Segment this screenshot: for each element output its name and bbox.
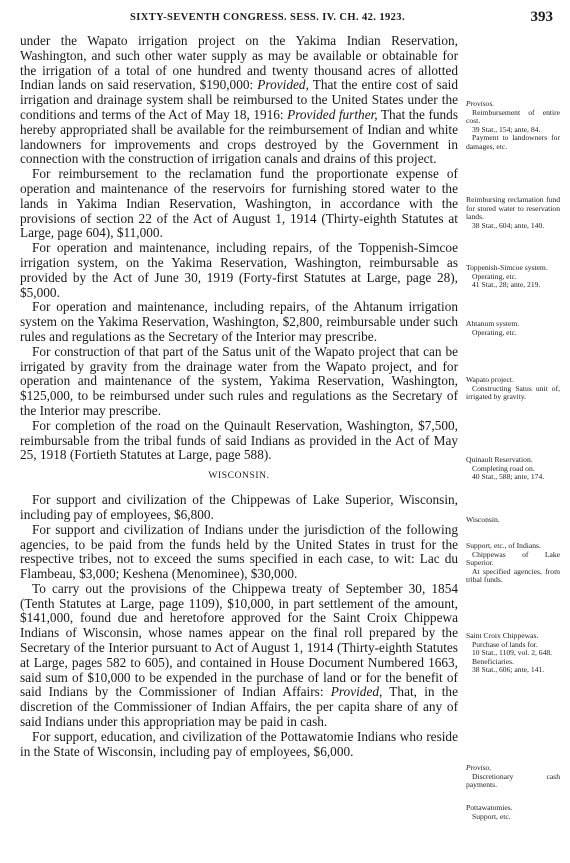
- paragraph-text: That, in the discretion of the Commissioner of Indian Affairs, the per capita share of any of said Indians under this appropriation may be paid in cash.: [20, 684, 458, 730]
- margin-note-line: Proviso.: [466, 763, 492, 772]
- paragraph: [20, 300, 458, 344]
- paragraph-text: That the funds hereby appropriated shall be available for the reimbursement of Indian and white landowners for improvements and crops destroyed by the Government in connection with the construction of irrigation canals and drains of this project.: [20, 106, 458, 167]
- paragraph-text: For operation and maintenance, including repairs, of the Ahtanum irrigation system on the Yakima Reservation, Washington, $2,800, reimbursable under such rules and regulations as the Secretary of the Interior may prescribe.: [20, 299, 458, 344]
- margin-note-line: Operating, etc.: [472, 327, 517, 337]
- paragraph-text: For support and civilization of the Chippewas of Lake Superior, Wisconsin, including pay of employees, $6,800.: [20, 492, 458, 522]
- margin-note-line: 38 Stat., 606; ante, 141.: [472, 665, 545, 675]
- margin-note-line: 39 Stat., 154; ante, 84.: [472, 124, 541, 134]
- paragraph: [20, 345, 458, 419]
- margin-note: [466, 456, 560, 482]
- margin-note-line: Support, etc., of Indians.: [466, 541, 541, 550]
- paragraph-text: For construction of that part of the Satus unit of the Wapato project that can be irrigated by gravity from the drainage water from the Wapato project, and for operation and maintenance of the system, Yakima Reservation, Washington, $125,000, to be reimbursed under such rules and regulations as the Secretary of the Interior may prescribe.: [20, 343, 458, 418]
- body-text: [20, 34, 458, 759]
- margin-note-line: Ahtanum system.: [466, 319, 520, 328]
- margin-note-line: Operating, etc.: [472, 271, 517, 281]
- body-section-washington: [20, 34, 458, 463]
- margin-note-line: Beneficiaries.: [472, 656, 514, 666]
- paragraph-text: For completion of the road on the Quinault Reservation, Washington, $7,500, reimbursable from the tribal funds of said Indians as provided in the Act of May 25, 1918 (Fortieth Statutes at Large, page 588).: [20, 417, 458, 463]
- margin-note-line: Constructing Satus unit of, irrigated by gravity.: [466, 383, 560, 402]
- margin-note-line: 38 Stat., 604; ante, 140.: [472, 220, 545, 230]
- margin-note-line: Quinault Reservation.: [466, 455, 533, 464]
- margin-note-line: Purchase of lands for.: [472, 639, 538, 649]
- proviso-term: Provided,: [257, 77, 309, 93]
- margin-note-line: Provisos.: [466, 99, 495, 108]
- paragraph: [20, 582, 458, 730]
- margin-note-line: Discretionary cash payments.: [466, 771, 560, 790]
- margin-note-line: Completing road on.: [472, 463, 535, 473]
- paragraph-text: For operation and maintenance, including repairs, of the Toppenish-Simcoe irrigation system, on the Yakima Reservation, Washington, reimbursable as provided by the Act of June 30, 1919 (Forty-first Statutes at Large, page 28), $5,000.: [20, 240, 458, 300]
- margin-note: [466, 804, 560, 821]
- margin-note-line: Reimbursement of entire cost.: [466, 107, 560, 126]
- margin-note-line: 10 Stat., 1109, vol. 2, 648.: [472, 648, 553, 658]
- margin-note-line: Pottawatomies.: [466, 803, 513, 812]
- paragraph: [20, 730, 458, 760]
- margin-note: [466, 764, 560, 790]
- running-head: SIXTY-SEVENTH CONGRESS. SESS. IV. CH. 42. 1923.: [130, 12, 405, 23]
- paragraph-text: under the Wapato irrigation project on the Yakima Indian Reservation, Washington, and such other water supply as may be available or obtainable for the irrigation of a total of one hundred and twenty thousand acres of allotted Indian lands on said reservation, $190,000:: [20, 33, 458, 93]
- margin-note: [466, 100, 560, 152]
- paragraph-text: For reimbursement to the reclamation fund the proportionate expense of operation and maintenance of the reservoirs for furnishing stored water to the lands in Yakima Indian Reservation, Washington, in accordance with the provisions of section 22 of the Act of August 1, 1914 (Thirty-eighth Statutes at Large, page 604), $11,000.: [20, 166, 458, 241]
- margin-note: [466, 542, 560, 585]
- margin-note: [466, 320, 560, 337]
- proviso-term: Provided,: [330, 684, 383, 700]
- margin-note: [466, 632, 560, 675]
- section-heading-wisconsin: WISCONSIN.: [208, 471, 270, 482]
- margin-note-line: Chippewas of Lake Superior.: [466, 549, 560, 568]
- proviso-term: Provided further,: [287, 106, 378, 122]
- paragraph: [20, 523, 458, 582]
- body-section-wisconsin: [20, 493, 458, 759]
- running-header: [0, 10, 570, 30]
- margin-note-line: Wisconsin.: [466, 515, 500, 524]
- paragraph: [20, 241, 458, 300]
- paragraph: [20, 493, 458, 523]
- margin-note-line: Payment to landowners for damages, etc.: [466, 133, 560, 151]
- paragraph: [20, 167, 458, 241]
- margin-note: [466, 264, 560, 290]
- paragraph-text: For support and civilization of Indians under the jurisdiction of the following agencies, to be paid from the funds held by the United States in trust for the respective tribes, not to exceed the sums specified in each case, to wit: Lac du Flambeau, $3,000; Keshena (Menominee), $30,000.: [20, 521, 458, 582]
- paragraph-text: For support, education, and civilization of the Pottawatomie Indians who reside in the State of Wisconsin, including pay of employees, $6,000.: [20, 728, 458, 759]
- paragraph-text: That the entire cost of said irrigation and drainage system shall be reimbursed to the United States under the conditions and terms of the Act of May 18, 1916:: [20, 77, 459, 122]
- page-number: 393: [530, 9, 553, 25]
- margin-note-line: Wapato project.: [466, 375, 514, 384]
- margin-note: [466, 516, 560, 525]
- paragraph: [20, 34, 458, 167]
- margin-note-line: Toppenish-Simcoe system.: [466, 263, 548, 272]
- margin-note-line: Reimbursing reclamation fund for stored water to reservation lands.: [466, 195, 560, 222]
- margin-note-line: Saint Croix Chippewas.: [466, 631, 539, 640]
- margin-note-line: 40 Stat., 588; ante, 174.: [472, 472, 545, 482]
- margin-note: [466, 376, 560, 402]
- paragraph: [20, 419, 458, 463]
- margin-note-line: Support, etc.: [472, 811, 511, 821]
- margin-note: [466, 196, 560, 230]
- margin-note-line: 41 Stat., 28; ante, 219.: [472, 280, 541, 290]
- margin-note-line: At specified agencies, from tribal funds.: [466, 566, 560, 585]
- paragraph-text: To carry out the provisions of the Chippewa treaty of September 30, 1854 (Tenth Statutes at Large, page 1109), $10,000, in part settlement of the amount, $141,000, found due and heretofore approved for the Saint Croix Chippewa Indians of Wisconsin, whose names appear on the final roll prepared by the Secretary of the Interior pursuant to Act of August 1, 1914 (Thirty-eighth Statutes at Large, pages 582 to 605), and contained in House Document Numbered 1663, said sum of $10,000 to be expended in the purchase of land or for the benefit of said Indians by the Commissioner of Indian Affairs:: [20, 580, 458, 700]
